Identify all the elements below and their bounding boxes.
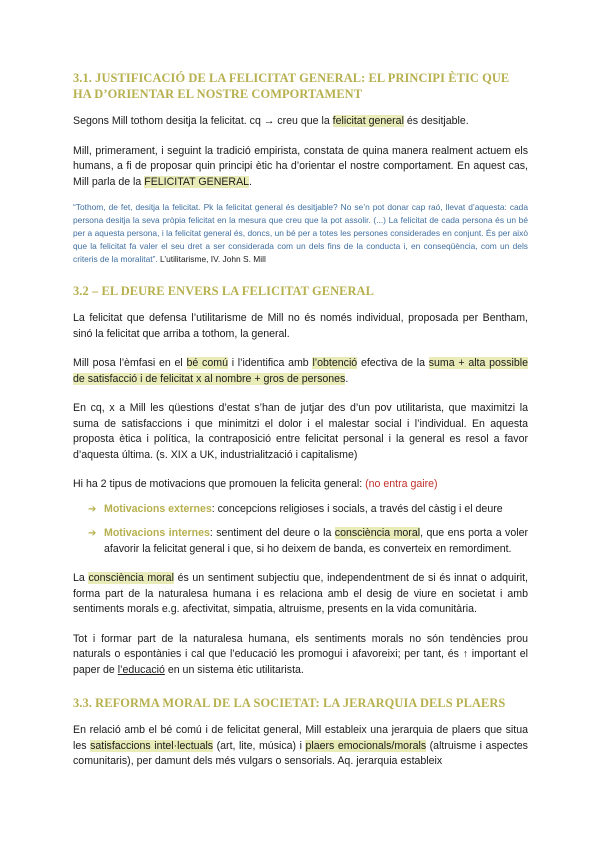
- highlight: bé comú: [186, 357, 228, 369]
- paragraph: Mill posa l’èmfasi en el bé comú i l’identifica amb l’obtenció efectiva de la suma + alta possible de satisfacció i de felicitat x al nombre + gros de persones.: [73, 357, 529, 385]
- highlight: consciència moral: [334, 527, 421, 539]
- highlight: FELICITAT GENERAL: [144, 175, 250, 188]
- arrow-bullet-icon: ➔: [88, 503, 97, 515]
- paragraph: La felicitat que defensa l’utilitarisme de Mill no és només individual, proposada per Bentham, sinó la felicitat que arriba a tothom, la general.: [73, 312, 528, 340]
- underlined-term: l’educació: [117, 663, 165, 676]
- warning-note: (no entra gaire): [365, 478, 438, 490]
- mill-quote: “Tothom, de fet, desitja la felicitat. Pk la felicitat general és desitjable? No se’n pot donar cap raó, llevat d’aquesta: cada persona desitja la seva pròpia felicitat en la mesura que creu que la pot assolir. (...) La felicitat de cada persona és un bé per a aquesta persona, i la felicitat general és, doncs, un bé per a totes les persones considerades en conjunt. És per això que la felicitat fa valer el seu dret a ser considerada com un dels fins de la conducta i, en conseqüència, com un dels criteris de la moralitat”. L’utilitarisme, IV. John S. Mill: [73, 202, 528, 264]
- paragraph: En relació amb el bé comú i de felicitat general, Mill estableix una jerarquia de plaers que situa les satisfaccions intel·lectuals (art, lite, música) i plaers emocionals/morals (altruisme i aspectes comunitaris), per damunt dels més vulgars o sensorials. Aq. jerarquia estableix: [73, 724, 528, 767]
- paragraph: Tot i formar part de la naturalesa humana, els sentiments morals no són tendències prou naturals o espontànies i cal que l’educació les promogui i afavoreixi; per tant, és ↑ important el paper de l’educació en un sistema ètic utilitarista.: [73, 632, 528, 676]
- highlight: felicitat general: [332, 115, 404, 127]
- paragraph: En cq, x a Mill les qüestions d’estat s’han de jutjar des d’un pov utilitarista, que maximitzi la suma de satisfaccions i que minimitzi el dolor i el malestar social i l’individual. En aquesta proposta ètica i política, la contraposició entre felicitat personal i la general es resol a favor d’aquesta última. (s. XIX a UK, industrialització i capitalisme): [73, 402, 528, 461]
- list-item: ➔ Motivacions externes: concepcions religioses i socials, a través del càstig i el deure: [73, 502, 528, 518]
- arrow-bullet-icon: ➔: [88, 528, 97, 539]
- section-3-2-heading: 3.2 – EL DEURE ENVERS LA FELICITAT GENERAL: [73, 284, 374, 298]
- section-3-3-heading: 3.3. REFORMA MORAL DE LA SOCIETAT: LA JERARQUIA DELS PLAERS: [73, 696, 506, 710]
- highlight: satisfaccions intel·lectuals: [90, 739, 214, 752]
- section-3-1-heading: 3.1. JUSTIFICACIÓ DE LA FELICITAT GENERAL: EL PRINCIPI ÈTIC QUE HA D’ORIENTAR EL NOSTRE COMPORTAMENT: [73, 71, 510, 101]
- list-item: ➔ Motivacions internes: sentiment del deure o la consciència moral, que ens porta a voler afavorir la felicitat general i que, si ho deixem de banda, es converteix en remordiment.: [88, 527, 528, 555]
- paragraph: Hi ha 2 tipus de motivacions que promouen la felicita general: (no entra gaire): [73, 478, 438, 490]
- quote-author: L’utilitarisme, IV. John S. Mill: [157, 254, 266, 264]
- highlight: l’obtenció: [312, 357, 358, 369]
- highlight: consciència moral: [88, 572, 174, 584]
- highlight: suma + alta possible de satisfacció i de felicitat x al nombre + gros de persones: [73, 357, 529, 385]
- paragraph: Mill, primerament, i seguint la tradició empirista, constata de quina manera realment actuem els humans, a fi de proposar quin principi ètic ha d’orientar el nostre comportament. En aquest cas, Mill parla de la FELICITAT GENERAL.: [73, 144, 528, 188]
- motivations-list: [73, 502, 528, 558]
- paragraph: Segons Mill tothom desitja la felicitat. cq → creu que la felicitat general és desitjable.: [73, 115, 469, 127]
- paragraph: La consciència moral és un sentiment subjectiu que, independentment de si és innat o adquirit, forma part de la naturalesa humana i es relaciona amb el desig de viure en societat i amb sentiments morals e.g. afectivitat, simpatia, altruisme, presents en la vida comunitària.: [73, 572, 528, 615]
- highlight: plaers emocionals/morals: [305, 739, 427, 752]
